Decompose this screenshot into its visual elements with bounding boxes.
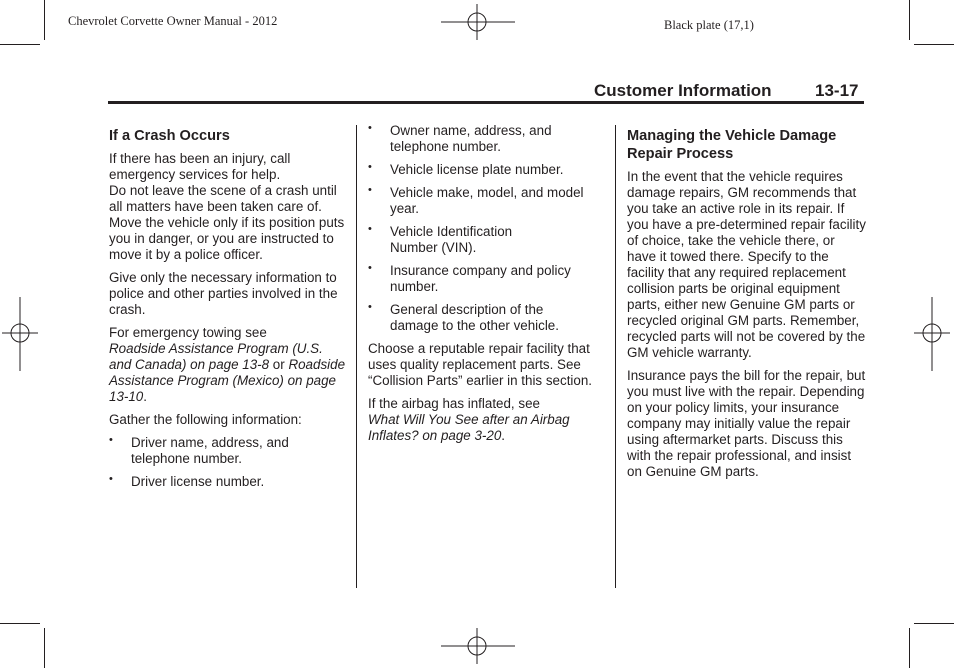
list-item xyxy=(368,162,604,178)
list-item-text: Driver license number. xyxy=(131,474,265,489)
repair-process-heading: Managing the Vehicle Damage Repair Process xyxy=(627,128,837,162)
list-item-text: Vehicle Identification Number (VIN). xyxy=(390,224,513,255)
column-3 xyxy=(627,127,867,487)
crop-mark-top-left-vertical xyxy=(44,0,45,40)
crop-mark-top-right-horizontal xyxy=(914,44,954,45)
bullet-icon: • xyxy=(368,262,372,274)
crop-mark-bottom-left-vertical xyxy=(44,628,45,668)
list-item xyxy=(368,185,604,217)
crop-mark-top-right-vertical xyxy=(909,0,910,40)
repair-process-paragraph-1: In the event that the vehicle requires damage repairs, GM recommends that you take an active role in its repair. If you have a pre-determined repair facility of choice, take the vehicle there, or have it towed there. Specify to the facility that any required replacement collision parts be original equipment parts, either new Genuine GM parts or recycled original GM parts. Remember, recycled parts will not be covered by the GM vehicle warranty. xyxy=(627,169,866,360)
roadside-link-us[interactable]: Roadside Assistance Program (U.S. and Canada) on page 13-8 xyxy=(109,341,323,372)
list-item xyxy=(368,224,604,256)
manual-title: Chevrolet Corvette Owner Manual - 2012 xyxy=(68,14,278,28)
crash-paragraph-1-rest: Do not leave the scene of a crash until all matters have been taken care of. Move the vehicle only if its position puts you in danger, or you are instructed to move it by a police officer. xyxy=(109,183,345,262)
list-item-text: Driver name, address, and telephone number. xyxy=(131,435,289,466)
towing-lead: For emergency towing see xyxy=(109,325,267,340)
repair-facility-paragraph: Choose a reputable repair facility that uses quality replacement parts. See “Collision Parts” earlier in this section. xyxy=(368,341,592,388)
roadside-link-mexico[interactable]: Roadside Assistance Program (Mexico) on page 13-10 xyxy=(109,357,346,404)
crash-paragraph-1-line-2: emergency services for help. xyxy=(109,167,281,182)
airbag-paragraph xyxy=(368,396,604,444)
column-divider-1 xyxy=(356,125,357,588)
column-2 xyxy=(368,123,604,451)
page-number: 13-17 xyxy=(815,81,859,100)
bullet-icon: • xyxy=(368,223,372,235)
airbag-lead: If the airbag has inflated, see xyxy=(368,396,540,411)
crash-paragraph-3 xyxy=(109,325,345,405)
airbag-link[interactable]: What Will You See after an Airbag Inflates? on page 3-20 xyxy=(368,412,570,443)
registration-mark-right-icon xyxy=(914,297,950,371)
registration-mark-bottom-icon xyxy=(441,628,515,664)
towing-or: or xyxy=(269,357,289,372)
registration-mark-left-icon xyxy=(2,297,38,371)
list-item-text: General description of the damage to the other vehicle. xyxy=(390,302,559,333)
column-1 xyxy=(109,127,345,497)
plate-label: Black plate (17,1) xyxy=(664,18,754,32)
column-divider-2 xyxy=(615,125,616,588)
crash-paragraph-1 xyxy=(109,151,345,263)
crop-mark-bottom-left-horizontal xyxy=(0,623,40,624)
section-title: Customer Information xyxy=(594,81,772,100)
crop-mark-top-left-horizontal xyxy=(0,44,40,45)
bullet-icon: • xyxy=(109,473,113,485)
list-item xyxy=(368,263,604,295)
crop-mark-bottom-right-vertical xyxy=(909,628,910,668)
crash-heading: If a Crash Occurs xyxy=(109,128,230,144)
header-rule xyxy=(108,101,864,104)
crash-paragraph-4: Gather the following information: xyxy=(109,412,302,427)
bullet-icon: • xyxy=(368,161,372,173)
bullet-icon: • xyxy=(368,122,372,134)
list-item xyxy=(368,302,604,334)
list-item-text: Vehicle make, model, and model year. xyxy=(390,185,584,216)
list-item xyxy=(368,123,604,155)
bullet-icon: • xyxy=(368,184,372,196)
repair-process-paragraph-2: Insurance pays the bill for the repair, but you must live with the repair. Depending on your policy limits, your insurance company may initially value the repair using aftermarket parts. Discuss this with the repair professional, and insist on Genuine GM parts. xyxy=(627,368,866,479)
list-item-text: Vehicle license plate number. xyxy=(390,162,564,177)
info-bullet-list xyxy=(368,123,604,334)
list-item-text: Insurance company and policy number. xyxy=(390,263,571,294)
list-item-text: Owner name, address, and telephone number. xyxy=(390,123,552,154)
bullet-icon: • xyxy=(109,434,113,446)
list-item xyxy=(109,435,345,467)
registration-mark-top-icon xyxy=(441,4,515,40)
crash-bullet-list xyxy=(109,435,345,490)
towing-end: . xyxy=(143,389,147,404)
crop-mark-bottom-right-horizontal xyxy=(914,623,954,624)
bullet-icon: • xyxy=(368,301,372,313)
crash-paragraph-2: Give only the necessary information to police and other parties involved in the crash. xyxy=(109,270,338,317)
crash-paragraph-1-line-1: If there has been an injury, call xyxy=(109,151,291,166)
list-item xyxy=(109,474,345,490)
airbag-end: . xyxy=(501,428,506,443)
